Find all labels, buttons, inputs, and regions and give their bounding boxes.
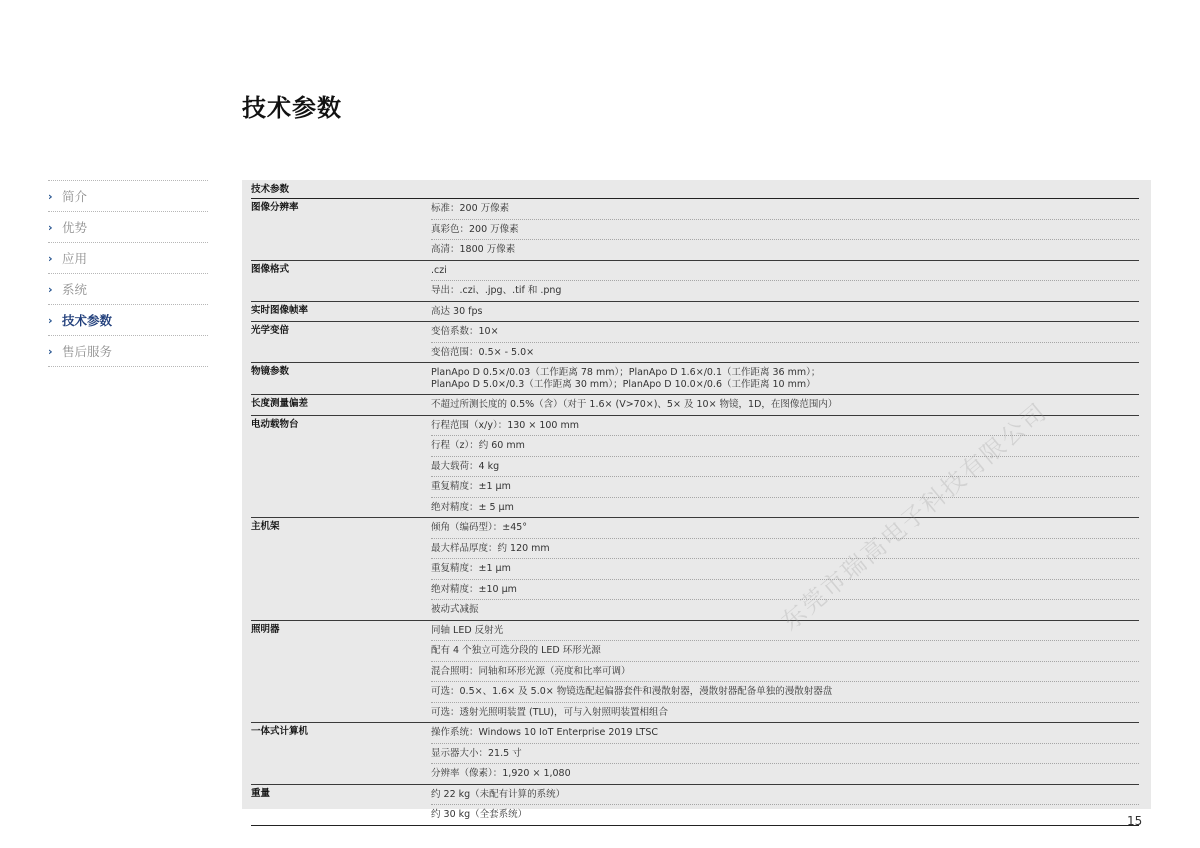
spec-value-row: 绝对精度：±10 µm — [431, 579, 1139, 600]
spec-values — [431, 395, 1139, 415]
spec-values — [431, 723, 1139, 784]
page-title: 技术参数 — [242, 94, 342, 122]
spec-group-label: 重量 — [251, 787, 271, 799]
spec-group-label: 图像格式 — [251, 263, 290, 275]
spec-value-row: 导出：.czi、.jpg、.tif 和 .png — [431, 280, 1139, 301]
sidebar-item-label: 技术参数 — [62, 313, 113, 328]
chevron-right-icon: › — [48, 220, 53, 234]
sidebar-item[interactable] — [48, 243, 208, 274]
sidebar-item-label: 系统 — [62, 282, 88, 297]
sidebar-item[interactable] — [48, 336, 208, 367]
spec-value-row: 被动式减振 — [431, 599, 1139, 620]
spec-values — [431, 785, 1139, 825]
spec-value-row: 配有 4 个独立可选分段的 LED 环形光源 — [431, 640, 1139, 661]
spec-value-row: 高清：1800 万像素 — [431, 239, 1139, 260]
spec-value-row: 同轴 LED 反射光 — [431, 624, 504, 636]
spec-value-row: 行程范围（x/y）：130 × 100 mm — [431, 419, 579, 431]
spec-value-row: 可选：透射光照明装置 (TLU)，可与入射照明装置相组合 — [431, 702, 1139, 723]
sidebar-item-label: 售后服务 — [62, 344, 113, 359]
spec-group-label: 主机架 — [251, 521, 280, 532]
spec-values — [431, 322, 1139, 362]
spec-values — [431, 199, 1139, 260]
spec-group-label: 一体式计算机 — [251, 726, 309, 737]
spec-value-row: 显示器大小：21.5 寸 — [431, 743, 1139, 764]
sidebar-item[interactable] — [48, 212, 208, 243]
spec-values — [431, 416, 1139, 518]
spec-panel — [242, 180, 1151, 820]
chevron-right-icon: › — [48, 313, 53, 327]
spec-value-row: 约 22 kg（未配有计算的系统） — [431, 788, 566, 800]
spec-value-row: 分辨率（像素）：1,920 × 1,080 — [431, 763, 1139, 784]
spec-value-row: 混合照明：同轴和环形光源（亮度和比率可调） — [431, 661, 1139, 682]
spec-value-row: 高达 30 fps — [431, 305, 483, 317]
spec-group — [251, 785, 1139, 826]
chevron-right-icon: › — [48, 189, 53, 203]
spec-group — [251, 395, 1139, 416]
spec-value-row: 可选：0.5×、1.6× 及 5.0× 物镜选配起偏器套件和漫散射器，漫散射器配备单独的漫散射器盘 — [431, 681, 1139, 702]
spec-group-label: 电动载物台 — [251, 418, 299, 430]
spec-values — [431, 518, 1139, 620]
spec-value-row: 绝对精度：± 5 µm — [431, 497, 1139, 518]
spec-group-label: 照明器 — [251, 623, 280, 635]
spec-value-row: 真彩色：200 万像素 — [431, 219, 1139, 240]
spec-value-row: 最大载荷：4 kg — [431, 456, 1139, 477]
page-number: 15 — [1127, 814, 1143, 828]
sidebar-item-label: 简介 — [62, 189, 88, 204]
spec-group-label: 长度测量偏差 — [251, 398, 309, 409]
spec-group — [251, 322, 1139, 363]
spec-values — [431, 302, 1139, 322]
spec-group-label: 实时图像帧率 — [251, 304, 309, 316]
section-nav — [48, 180, 208, 367]
spec-group — [251, 621, 1139, 724]
chevron-right-icon: › — [48, 251, 53, 265]
spec-group — [251, 363, 1139, 395]
spec-group-label: 物镜参数 — [251, 366, 290, 377]
spec-values — [431, 621, 1139, 723]
spec-table-header: 技术参数 — [251, 182, 1139, 199]
spec-value-row: 重复精度：±1 µm — [431, 476, 1139, 497]
spec-group-label: 图像分辨率 — [251, 202, 299, 213]
spec-group — [251, 723, 1139, 785]
chevron-right-icon: › — [48, 344, 53, 358]
sidebar-item[interactable] — [48, 274, 208, 305]
spec-value-row: 倾角（编码型）：±45° — [431, 522, 528, 533]
spec-value-row: PlanApo D 0.5×/0.03（工作距离 78 mm）；PlanApo D 1.6×/0.1（工作距离 36 mm）； PlanApo D 5.0×/0.3（工作距离 30 mm）；PlanApo D 10.0×/0.6（工作距离 10 mm） — [431, 367, 821, 390]
spec-values — [431, 363, 1139, 394]
spec-value-row: 重复精度：±1 µm — [431, 558, 1139, 579]
spec-value-row: 行程（z）：约 60 mm — [431, 435, 1139, 456]
sidebar-item-label: 应用 — [62, 251, 88, 266]
spec-value-row: 约 30 kg（全套系统） — [431, 804, 1139, 825]
spec-value-row: 不超过所测长度的 0.5%（含）（对于 1.6× (V>70×)、5× 及 10× 物镜，1D，在图像范围内） — [431, 399, 838, 410]
spec-value-row: 变倍范围：0.5× - 5.0× — [431, 342, 1139, 363]
spec-table — [251, 182, 1139, 826]
sidebar-item[interactable] — [48, 305, 208, 336]
spec-values — [431, 261, 1139, 301]
spec-value-row: .czi — [431, 264, 447, 276]
sidebar-item-label: 优势 — [62, 220, 88, 235]
spec-group — [251, 302, 1139, 323]
spec-value-row: 变倍系数：10× — [431, 326, 499, 337]
spec-value-row: 最大样品厚度：约 120 mm — [431, 538, 1139, 559]
spec-value-row: 操作系统：Windows 10 IoT Enterprise 2019 LTSC — [431, 727, 659, 738]
spec-group-label: 光学变倍 — [251, 325, 290, 336]
sidebar-item[interactable] — [48, 181, 208, 212]
watermark-text: 东莞市瑞高电子科技有限公司 — [775, 397, 1053, 637]
spec-value-row: 标准：200 万像素 — [431, 203, 510, 214]
spec-group — [251, 518, 1139, 621]
spec-group — [251, 416, 1139, 519]
chevron-right-icon: › — [48, 282, 53, 296]
spec-group — [251, 261, 1139, 302]
spec-group — [251, 199, 1139, 261]
